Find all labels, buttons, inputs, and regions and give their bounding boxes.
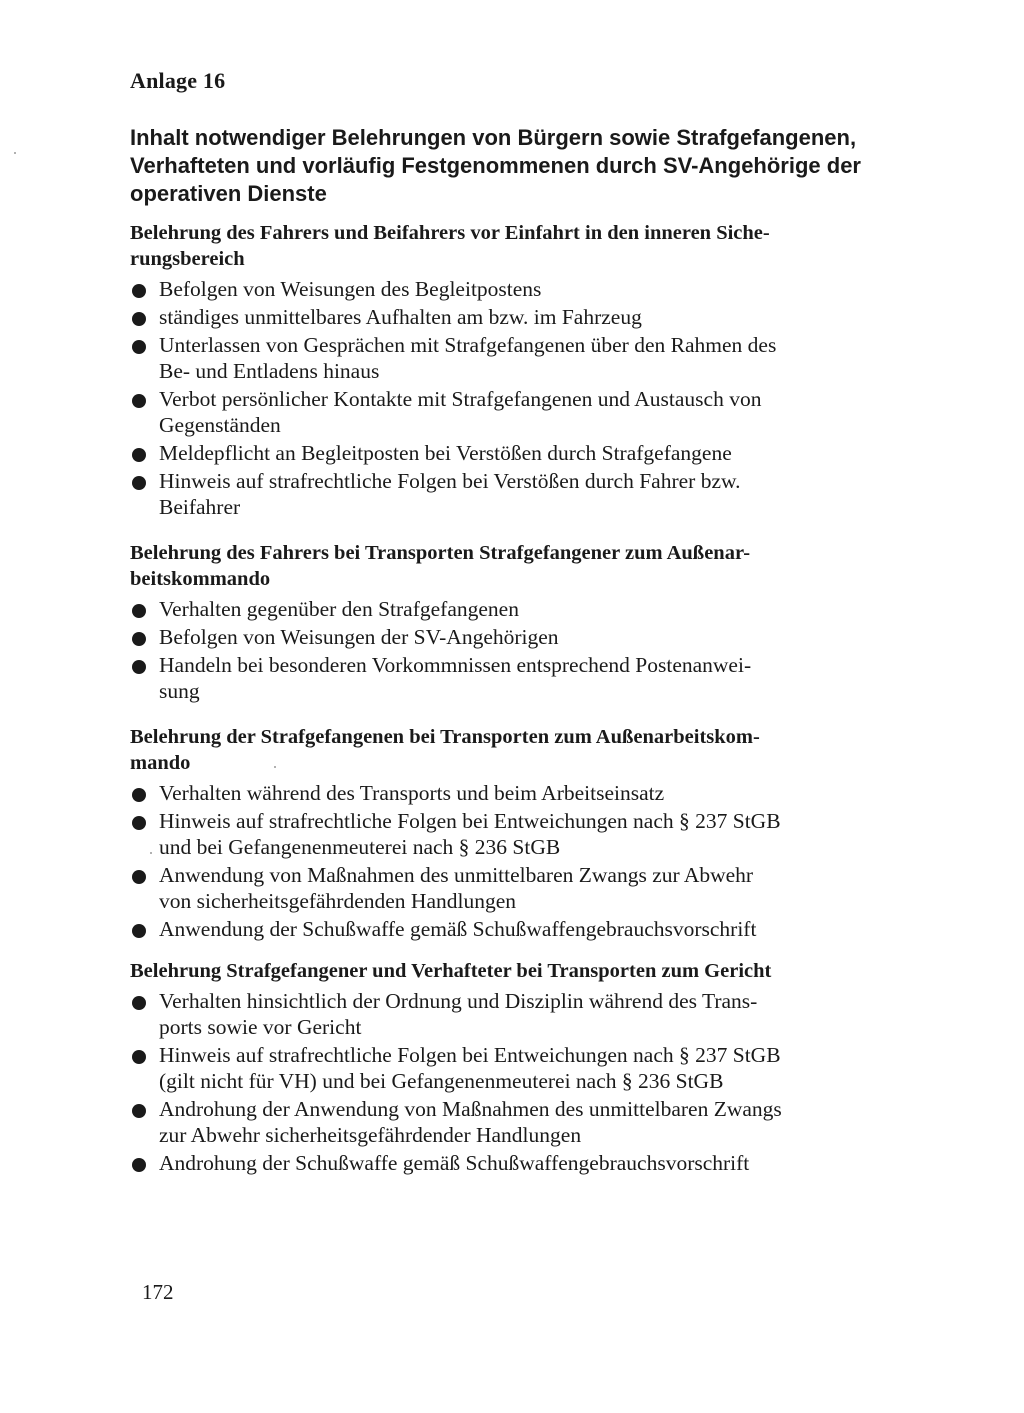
bullet-icon (132, 604, 146, 618)
list-item-text: Anwendung von Maßnahmen des unmittelbaren Zwangs zur Abwehr von sicherheitsgefährdenden Handlungen (159, 863, 754, 913)
list-item (130, 988, 900, 1040)
list-item (130, 808, 900, 860)
bullet-icon (132, 632, 146, 646)
bullet-icon (132, 394, 146, 408)
bullet-icon (132, 312, 146, 326)
list-item-text: Androhung der Anwendung von Maßnahmen des unmittelbaren Zwangs zur Abwehr sicherheitsgefährdender Handlungen (159, 1097, 782, 1147)
annex-label: Anlage 16 (130, 68, 226, 93)
list-item (130, 652, 900, 704)
bullet-icon (132, 1104, 146, 1118)
list-item-text: Meldepflicht an Begleitposten bei Verstößen durch Strafgefangene (159, 441, 732, 465)
list-item (130, 596, 900, 622)
bullet-icon (132, 924, 146, 938)
list-item-text: Befolgen von Weisungen der SV-Angehörigen (159, 625, 559, 649)
bullet-icon (132, 1158, 146, 1172)
bullet-icon (132, 1050, 146, 1064)
list-item (130, 1150, 900, 1176)
list-item (130, 468, 900, 520)
list-item (130, 440, 900, 466)
section-transport-to-court (130, 958, 900, 1178)
bullet-icon (132, 284, 146, 298)
list-item-text: Verhalten gegenüber den Strafgefangenen (159, 597, 519, 621)
section-driver-outside-work (130, 540, 900, 706)
list-item-text: Verhalten hinsichtlich der Ordnung und Disziplin während des Trans- ports sowie vor Gericht (159, 989, 758, 1039)
list-item (130, 332, 900, 384)
list-item (130, 780, 900, 806)
list-item-text: Verhalten während des Transports und beim Arbeitseinsatz (159, 781, 665, 805)
list-item-text: Unterlassen von Gesprächen mit Strafgefangenen über den Rahmen des Be- und Entladens hinaus (159, 333, 777, 383)
list-item-text: Befolgen von Weisungen des Begleitpostens (159, 277, 542, 301)
section-heading: Belehrung des Fahrers bei Transporten Strafgefangener zum Außenar- beitskommando (130, 542, 751, 590)
bullet-icon (132, 340, 146, 354)
section-prisoners-outside-work (130, 724, 900, 944)
list-item-text: Hinweis auf strafrechtliche Folgen bei Entweichungen nach § 237 StGB (gilt nicht für VH) und bei Gefangenenmeuterei nach § 236 StGB (159, 1043, 781, 1093)
scan-speck (14, 152, 16, 154)
section-heading: Belehrung der Strafgefangenen bei Transporten zum Außenarbeitskom- mando (130, 726, 760, 774)
page-number: 172 (142, 1280, 174, 1304)
list-item-text: Hinweis auf strafrechtliche Folgen bei Entweichungen nach § 237 StGB und bei Gefangenenmeuterei nach § 236 StGB (159, 809, 781, 859)
section-heading: Belehrung des Fahrers und Beifahrers vor Einfahrt in den inneren Siche- rungsbereich (130, 222, 770, 270)
bullet-icon (132, 870, 146, 884)
list-item-text: Hinweis auf strafrechtliche Folgen bei Verstößen durch Fahrer bzw. Beifahrer (159, 469, 741, 519)
list-item-text: Anwendung der Schußwaffe gemäß Schußwaffengebrauchsvorschrift (159, 917, 757, 941)
bullet-icon (132, 660, 146, 674)
list-item (130, 862, 900, 914)
bullet-icon (132, 788, 146, 802)
section-heading: Belehrung Strafgefangener und Verhafteter bei Transporten zum Gericht (130, 960, 772, 982)
list-item (130, 624, 900, 650)
list-item (130, 386, 900, 438)
page-title: Inhalt notwendiger Belehrungen von Bürgern sowie Strafgefangenen, Verhafteten und vorläufig Festgenommenen durch SV-Angehörige der operativen Dienste (130, 125, 861, 206)
section-driver-codriver (130, 220, 900, 522)
list-item-text: ständiges unmittelbares Aufhalten am bzw. im Fahrzeug (159, 305, 642, 329)
list-item-text: Handeln bei besonderen Vorkommnissen entsprechend Postenanwei- sung (159, 653, 752, 703)
list-item (130, 916, 900, 942)
list-item (130, 276, 900, 302)
bullet-icon (132, 448, 146, 462)
list-item-text: Androhung der Schußwaffe gemäß Schußwaffengebrauchsvorschrift (159, 1151, 750, 1175)
bullet-icon (132, 476, 146, 490)
bullet-icon (132, 816, 146, 830)
bullet-icon (132, 996, 146, 1010)
scan-speck (274, 766, 276, 768)
scan-speck (150, 852, 152, 854)
list-item (130, 1042, 900, 1094)
list-item (130, 304, 900, 330)
list-item (130, 1096, 900, 1148)
list-item-text: Verbot persönlicher Kontakte mit Strafgefangenen und Austausch von Gegenständen (159, 387, 762, 437)
